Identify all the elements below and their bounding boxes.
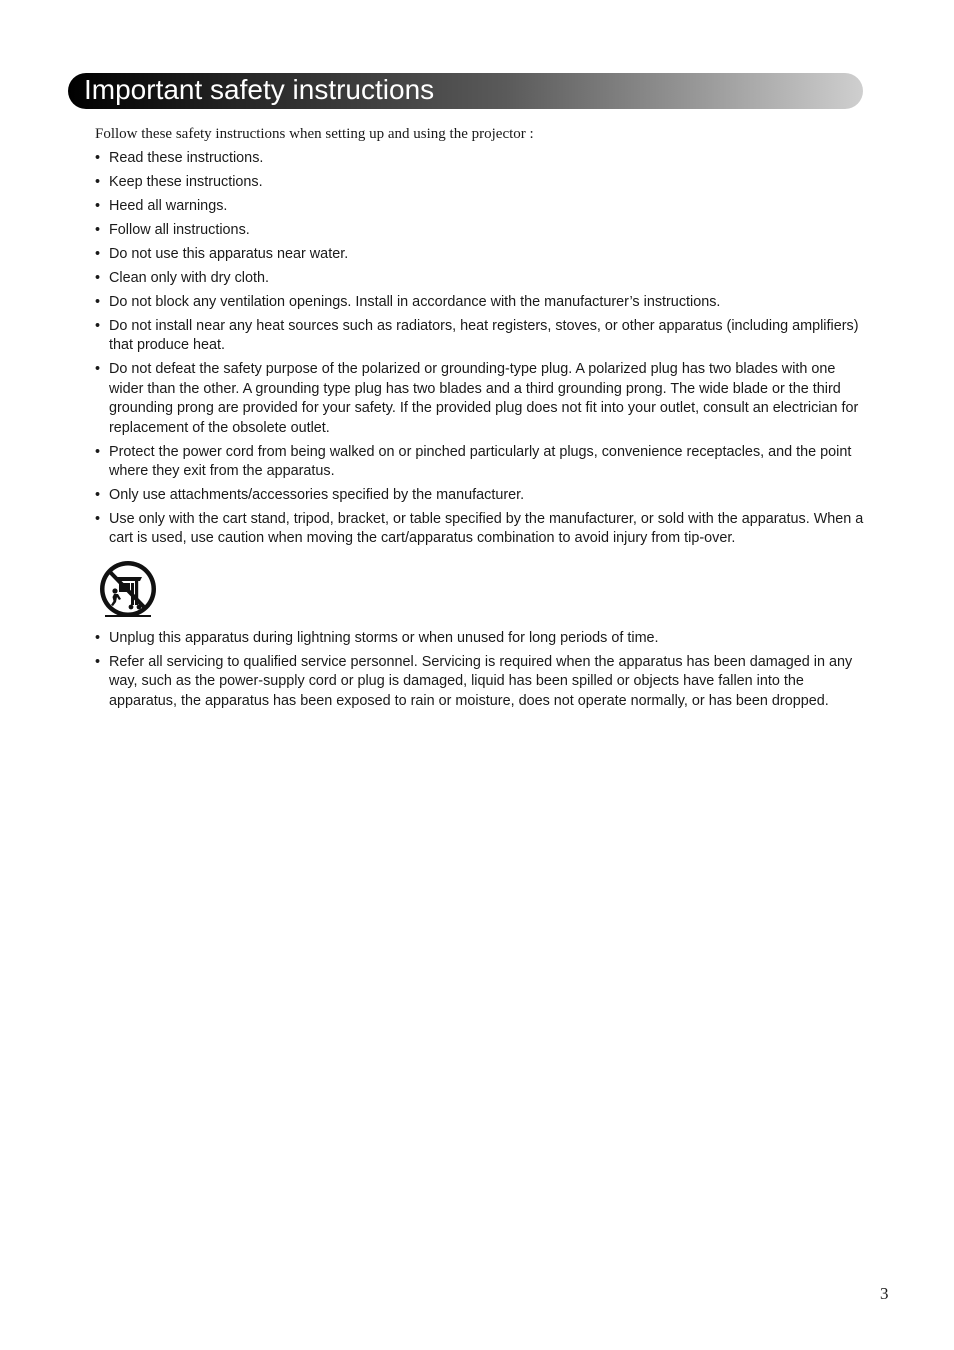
intro-text: Follow these safety instructions when setting up and using the projector :: [95, 126, 534, 142]
bullet-icon: •: [95, 654, 101, 670]
list-item: [95, 149, 865, 168]
list-item: [95, 269, 865, 288]
instruction-text: Keep these instructions.: [109, 174, 263, 190]
instruction-text: Read these instructions.: [109, 150, 264, 166]
instruction-text: Only use attachments/accessories specified by the manufacturer.: [109, 487, 525, 504]
bullet-icon: •: [95, 487, 101, 504]
instruction-list: [95, 629, 865, 716]
instruction-text: Do not install near any heat sources such as radiators, heat registers, stoves, or other apparatus (including amplifiers) that produce heat.: [109, 318, 859, 354]
bullet-icon: •: [95, 511, 101, 528]
instruction-text: Unplug this apparatus during lightning storms or when unused for long periods of time.: [109, 630, 659, 646]
list-item: [95, 173, 865, 192]
list-item: [95, 510, 865, 549]
instruction-text: Do not defeat the safety purpose of the polarized or grounding-type plug. A polarized plug has two blades with one wider than the other. A grounding type plug has two blades and a third grounding prong. The wide blade or the third grounding prong are provided for your safety. If the provided plug does not fit into your outlet, consult an electrician for replacement of the obsolete outlet.: [109, 361, 859, 436]
bullet-icon: •: [95, 270, 101, 286]
bullet-icon: •: [95, 443, 101, 460]
instruction-text: Do not block any ventilation openings. Install in accordance with the manufacturer’s instructions.: [109, 294, 721, 310]
list-item: [95, 221, 865, 240]
bullet-icon: •: [95, 361, 101, 378]
instruction-text: Do not use this apparatus near water.: [109, 246, 349, 262]
bullet-icon: •: [95, 246, 101, 262]
instruction-text: Clean only with dry cloth.: [109, 270, 269, 286]
section-title-bar: [68, 73, 863, 109]
page-number: 3: [880, 1284, 889, 1303]
instruction-text: Protect the power cord from being walked on or pinched particularly at plugs, convenience receptacles, and the point where they exit from the apparatus.: [109, 443, 852, 480]
instruction-text: Heed all warnings.: [109, 198, 228, 214]
list-item: [95, 653, 865, 711]
list-item: [95, 486, 865, 505]
list-item: [95, 360, 865, 438]
list-item: [95, 293, 865, 312]
instruction-text: Refer all servicing to qualified service personnel. Servicing is required when the apparatus has been damaged in any way, such as the power-supply cord or plug is damaged, liquid has been spilled or objects have fallen into the apparatus, the apparatus has been exposed to rain or moisture, does not operate normally, or has been dropped.: [109, 654, 853, 709]
list-item: [95, 629, 865, 648]
bullet-icon: •: [95, 630, 101, 646]
page-title: Important safety instructions: [84, 74, 435, 105]
bullet-icon: •: [95, 150, 101, 166]
cart-tip-over-warning-icon: [97, 560, 159, 620]
instruction-text: Follow all instructions.: [109, 222, 250, 238]
bullet-icon: •: [95, 222, 101, 238]
bullet-icon: •: [95, 318, 101, 334]
list-item: [95, 245, 865, 264]
list-item: [95, 317, 865, 356]
list-item: [95, 197, 865, 216]
instruction-list: [95, 149, 865, 553]
bullet-icon: •: [95, 294, 101, 310]
list-item: [95, 443, 865, 482]
bullet-icon: •: [95, 174, 101, 190]
instruction-text: Use only with the cart stand, tripod, bracket, or table specified by the manufacturer, or sold with the apparatus. When a cart is used, use caution when moving the cart/apparatus combination to avoid injury from tip-over.: [109, 511, 864, 547]
bullet-icon: •: [95, 198, 101, 214]
